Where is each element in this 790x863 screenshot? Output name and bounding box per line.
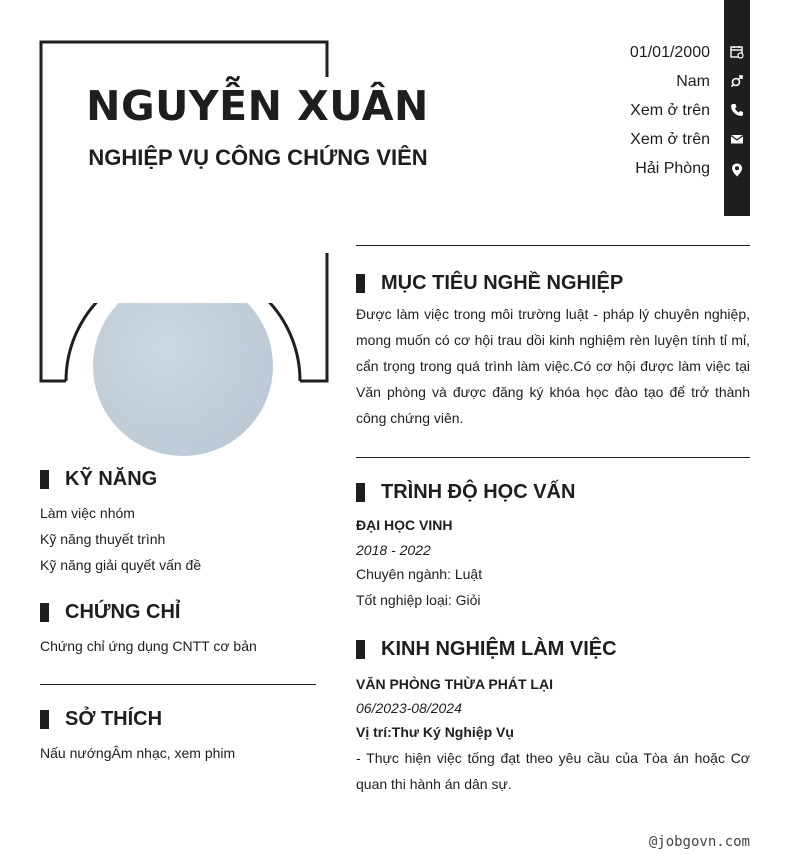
location-icon: [728, 161, 746, 179]
gender-icon: [728, 72, 746, 90]
contact-email: Xem ở trên: [630, 131, 710, 148]
profile-photo: [93, 276, 273, 456]
right-divider-top: [356, 245, 750, 246]
certificates-heading: CHỨNG CHỈ: [40, 599, 345, 625]
candidate-position: NGHIỆP VỤ CÔNG CHỨNG VIÊN: [88, 145, 428, 170]
education-block: [356, 513, 750, 614]
education-school: ĐẠI HỌC VINH: [356, 517, 453, 533]
skill-item: Làm việc nhóm: [40, 505, 135, 521]
skill-item: Kỹ năng giải quyết vấn đề: [40, 557, 202, 573]
experience-company: VĂN PHÒNG THỪA PHÁT LẠI: [356, 676, 553, 692]
objective-heading: MỤC TIÊU NGHỀ NGHIỆP: [356, 270, 775, 296]
contact-phone: Xem ở trên: [630, 102, 710, 119]
certificate-item: Chứng chỉ ứng dụng CNTT cơ bản: [40, 638, 257, 654]
education-grade: Tốt nghiệp loại: Giỏi: [356, 592, 481, 608]
experience-role: Vị trí:Thư Ký Nghiệp Vụ: [356, 724, 514, 740]
education-major: Chuyên ngành: Luật: [356, 566, 483, 582]
email-icon: [728, 130, 746, 148]
education-heading: TRÌNH ĐỘ HỌC VẤN: [356, 479, 775, 505]
phone-icon: [728, 101, 746, 119]
contact-gender: Nam: [676, 73, 710, 90]
contact-birthday: 01/01/2000: [629, 44, 710, 61]
experience-heading: KINH NGHIỆM LÀM VIỆC: [356, 636, 775, 662]
candidate-name: NGUYỄN XUÂN: [86, 82, 429, 130]
contact-address: Hải Phòng: [635, 160, 710, 177]
calendar-icon: [728, 43, 746, 61]
hobbies-heading: SỞ THÍCH: [40, 706, 345, 732]
right-divider-middle: [356, 457, 750, 458]
skills-heading: KỸ NĂNG: [40, 466, 345, 492]
footer-watermark: @jobgovn.com: [648, 834, 750, 850]
left-divider: [40, 684, 316, 685]
experience-period: 06/2023-08/2024: [356, 700, 462, 716]
skills-list: [40, 500, 320, 578]
skill-item: Kỹ năng thuyết trình: [40, 531, 166, 547]
hobbies-text: Nấu nướngÂm nhạc, xem phim: [40, 745, 236, 761]
education-period: 2018 - 2022: [356, 541, 431, 558]
experience-block: [356, 672, 750, 797]
experience-description: - Thực hiện việc tống đạt theo yêu cầu của Tòa án hoặc Cơ quan thi hành án dân sự.: [356, 750, 750, 792]
objective-text: Được làm việc trong môi trường luật - pháp lý chuyên nghiệp, mong muốn có cơ hội trau dồi kinh nghiệm rèn luyện tính tỉ mỉ, cẩn trọng trong quá trình làm việc.Có cơ hội được làm việc tại Văn phòng và được đăng ký khóa học đào tạo để trở thành công chứng viên.: [356, 306, 750, 426]
